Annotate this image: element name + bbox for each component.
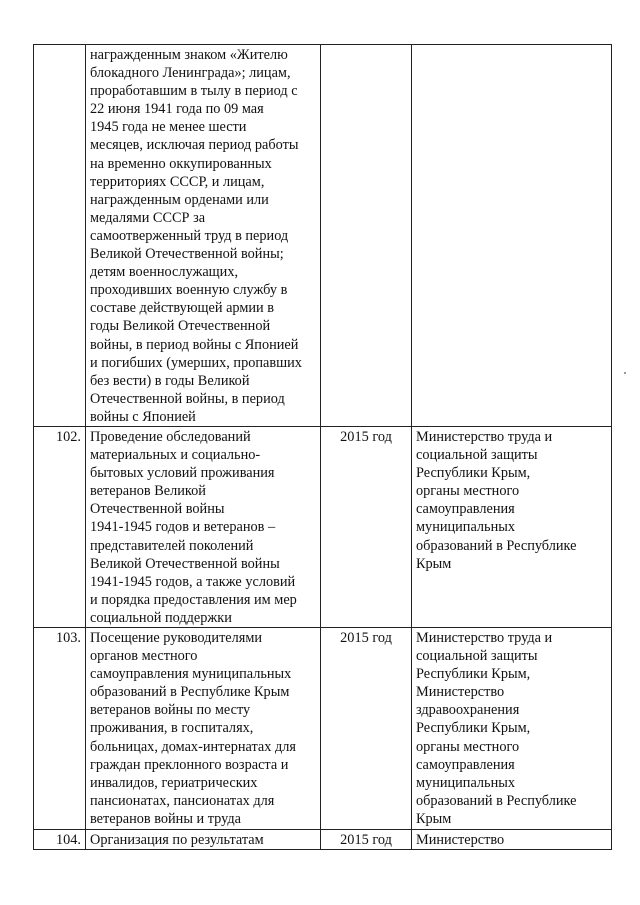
text-line: ветеранов Великой: [90, 483, 206, 500]
text-line: Великой Отечественной войны;: [90, 246, 284, 263]
text-line: на временно оккупированных: [90, 155, 272, 172]
text-line: ветеранов войны по месту: [90, 702, 251, 719]
measure-text: [86, 426, 321, 627]
text-line: награжденным орденами или: [90, 191, 269, 208]
text-line: ветеранов войны и труда: [90, 810, 241, 827]
responsible-cell: [412, 830, 612, 850]
text-line: годы Великой Отечественной: [90, 318, 271, 335]
text-line: войны с Японией: [90, 408, 196, 425]
responsible-line: Республики Крым,: [416, 666, 531, 683]
responsible-cell: [412, 426, 612, 627]
responsible-line: образований в Республике: [416, 792, 577, 809]
responsible-line: Крым: [416, 555, 452, 572]
responsible-line: муниципальных: [416, 519, 515, 536]
text-line: Отечественной войны: [90, 501, 225, 518]
responsible-line: здравоохранения: [416, 702, 520, 719]
row-number: 103.: [34, 628, 86, 830]
text-line: месяцев, исключая период работы: [90, 137, 299, 154]
text-line: составе действующей армии в: [90, 300, 275, 317]
row-number: [34, 45, 86, 427]
responsible-line: самоуправления: [416, 501, 515, 518]
responsible-line: органы местного: [416, 738, 520, 755]
table-row-104: [34, 830, 612, 850]
table-row-103: [34, 628, 612, 830]
text-line: 22 июня 1941 года по 09 мая: [90, 101, 264, 118]
text-line: больницах, домах-интернатах для: [90, 738, 296, 755]
text-line: инвалидов, гериатрических: [90, 774, 258, 791]
text-line: детям военнослужащих,: [90, 264, 239, 281]
text-line: Посещение руководителями: [90, 630, 263, 646]
responsible-cell: [412, 45, 612, 427]
table-row-102: [34, 426, 612, 627]
table-row-continuation: [34, 45, 612, 427]
text-line: 1941-1945 годов, а также условий: [90, 573, 296, 590]
text-line: материальных и социально-: [90, 447, 261, 464]
text-line: проходивших военную службу в: [90, 282, 288, 299]
responsible-line: Республики Крым,: [416, 720, 531, 737]
text-line: территориях СССР, и лицам,: [90, 173, 265, 190]
responsible-line: образований в Республике: [416, 537, 577, 554]
responsible-line: Министерство труда и: [416, 630, 553, 646]
responsible-line: социальной защиты: [416, 648, 538, 665]
responsible-line: Министерство труда и: [416, 428, 553, 445]
text-line: 1941-1945 годов и ветеранов –: [90, 519, 276, 536]
text-line: бытовых условий проживания: [90, 465, 275, 482]
deadline-cell: 2015 год: [321, 830, 412, 850]
text-line: и порядка предоставления им мер: [90, 591, 297, 608]
text-line: и погибших (умерших, пропавших: [90, 354, 302, 371]
measure-text: [86, 45, 321, 427]
responsible-line: органы местного: [416, 483, 520, 500]
row-number: 104.: [34, 830, 86, 850]
deadline-cell: 2015 год: [321, 628, 412, 830]
measure-text: [86, 628, 321, 830]
responsible-line: Республики Крым,: [416, 465, 531, 482]
responsible-line: самоуправления: [416, 756, 515, 773]
text-line: социальной поддержки: [90, 609, 232, 626]
text-line: войны, в период войны с Японией: [90, 336, 299, 353]
text-line: Организация по результатам: [90, 832, 264, 848]
responsible-line: Министерство: [416, 832, 505, 848]
responsible-line: Министерство: [416, 684, 505, 701]
responsible-line: Крым: [416, 810, 452, 827]
text-line: Великой Отечественной войны: [90, 555, 280, 572]
text-line: проработавшим в тылу в период с: [90, 83, 298, 100]
responsible-line: муниципальных: [416, 774, 515, 791]
deadline-cell: 2015 год: [321, 426, 412, 627]
text-line: награжденным знаком «Жителю: [90, 47, 288, 63]
text-line: без вести) в годы Великой: [90, 372, 250, 389]
row-number: 102.: [34, 426, 86, 627]
text-line: органов местного: [90, 648, 198, 665]
measure-text: [86, 830, 321, 850]
text-line: самоотверженный труд в период: [90, 227, 289, 244]
text-line: медалями СССР за: [90, 209, 206, 226]
deadline-cell: [321, 45, 412, 427]
text-line: проживания, в госпиталях,: [90, 720, 254, 737]
document-page: [33, 44, 611, 850]
measures-table: [33, 44, 612, 850]
text-line: образований в Республике Крым: [90, 684, 290, 701]
responsible-line: социальной защиты: [416, 447, 538, 464]
text-line: блокадного Ленинграда»; лицам,: [90, 65, 291, 82]
text-line: Проведение обследований: [90, 428, 251, 445]
text-line: представителей поколений: [90, 537, 254, 554]
text-line: самоуправления муниципальных: [90, 666, 292, 683]
text-line: Отечественной войны, в период: [90, 390, 285, 407]
text-line: 1945 года не менее шести: [90, 119, 247, 136]
scan-speck: [624, 372, 626, 374]
responsible-cell: [412, 628, 612, 830]
text-line: граждан преклонного возраста и: [90, 756, 289, 773]
text-line: пансионатах, пансионатах для: [90, 792, 275, 809]
